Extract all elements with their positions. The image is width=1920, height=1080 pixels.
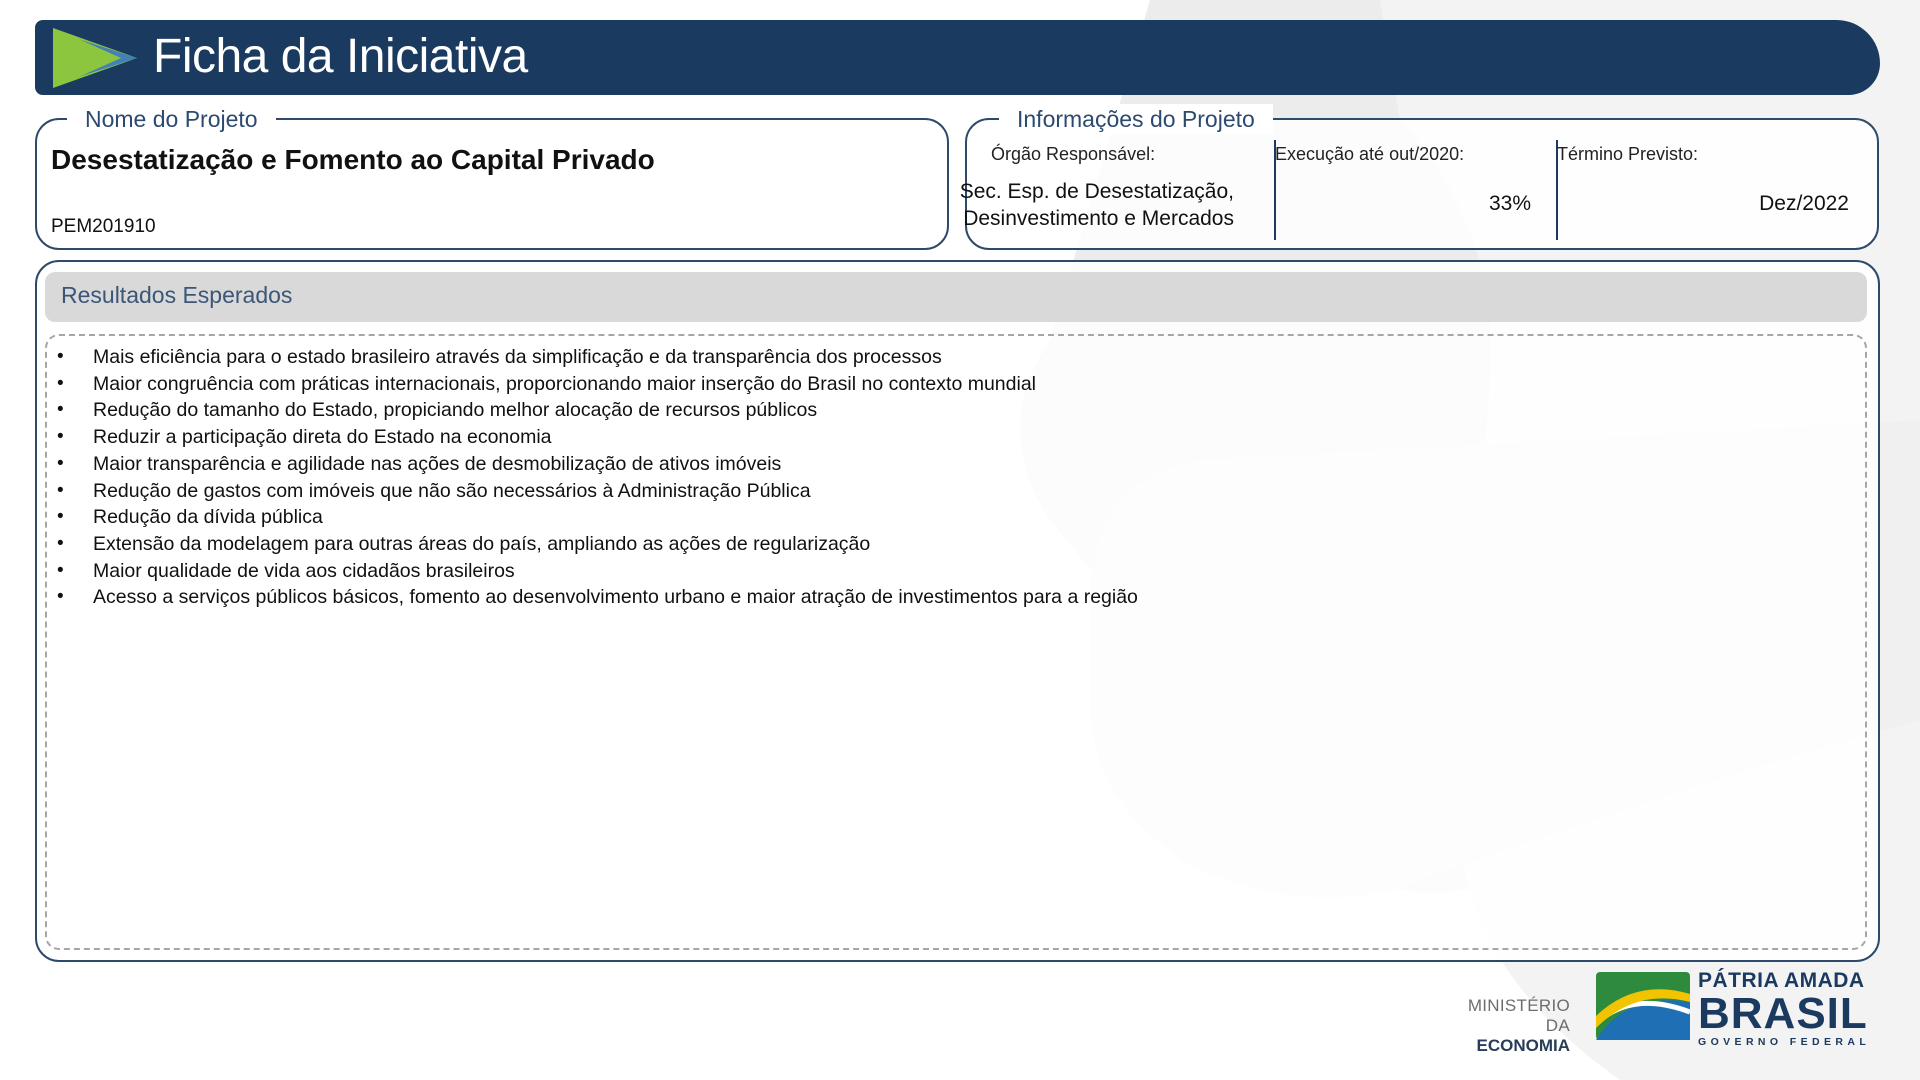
results-area	[45, 334, 1867, 950]
ministerio-line2: ECONOMIA	[1476, 1036, 1570, 1055]
project-name-legend: Nome do Projeto	[67, 104, 276, 134]
patria-line1: PÁTRIA AMADA	[1698, 969, 1865, 992]
list-item: • Redução de gastos com imóveis que não são necessários à Administração Pública	[57, 478, 1138, 505]
patria-amada-brasil-logo	[1698, 970, 1870, 1048]
orgao-value	[960, 178, 1234, 232]
brazil-flag-icon	[1596, 972, 1690, 1040]
orgao-value-line1: Sec. Esp. de Desestatização,	[959, 180, 1234, 203]
list-item: • Maior qualidade de vida aos cidadãos brasileiros	[57, 558, 1138, 585]
project-name-box	[35, 106, 949, 250]
termino-field	[1557, 144, 1857, 240]
patria-line3: GOVERNO FEDERAL	[1698, 1036, 1871, 1048]
results-header	[45, 272, 1867, 322]
results-title: Resultados Esperados	[61, 282, 293, 308]
list-item: • Acesso a serviços públicos básicos, fomento ao desenvolvimento urbano e maior atração de investimentos para a região	[57, 584, 1138, 611]
execucao-field	[1275, 144, 1543, 240]
execucao-value: 33%	[1488, 192, 1531, 215]
footer-logos	[1450, 962, 1880, 1055]
project-info-legend: Informações do Projeto	[999, 104, 1273, 134]
project-code: PEM201910	[51, 216, 156, 237]
execucao-label: Execução até out/2020:	[1275, 144, 1465, 164]
ministerio-economia-logo	[1450, 996, 1570, 1056]
list-item: • Maior congruência com práticas internacionais, proporcionando maior inserção do Brasil no contexto mundial	[57, 371, 1138, 398]
page-title: Ficha da Iniciativa	[153, 30, 528, 83]
termino-value: Dez/2022	[1759, 192, 1849, 215]
header-banner	[35, 20, 1880, 95]
results-box	[35, 260, 1880, 962]
results-list	[57, 344, 1138, 611]
list-item: • Redução do tamanho do Estado, propiciando melhor alocação de recursos públicos	[57, 397, 1138, 424]
list-item: • Reduzir a participação direta do Estado na economia	[57, 424, 1138, 451]
orgao-label: Órgão Responsável:	[991, 144, 1156, 164]
list-item: • Mais eficiência para o estado brasileiro através da simplificação e da transparência dos processos	[57, 344, 1138, 371]
project-info-box	[959, 106, 1879, 250]
termino-label: Término Previsto:	[1557, 144, 1699, 164]
patria-line2: BRASIL	[1698, 989, 1868, 1038]
orgao-value-line2: Desinvestimento e Mercados	[963, 207, 1234, 230]
ministerio-line1: MINISTÉRIO DA	[1467, 996, 1570, 1035]
project-name: Desestatização e Fomento ao Capital Privado	[51, 144, 655, 175]
play-arrow-icon	[49, 26, 141, 90]
list-item: • Maior transparência e agilidade nas ações de desmobilização de ativos imóveis	[57, 451, 1138, 478]
list-item: • Extensão da modelagem para outras áreas do país, ampliando as ações de regularização	[57, 531, 1138, 558]
list-item: • Redução da dívida pública	[57, 504, 1138, 531]
orgao-field	[959, 144, 1246, 240]
